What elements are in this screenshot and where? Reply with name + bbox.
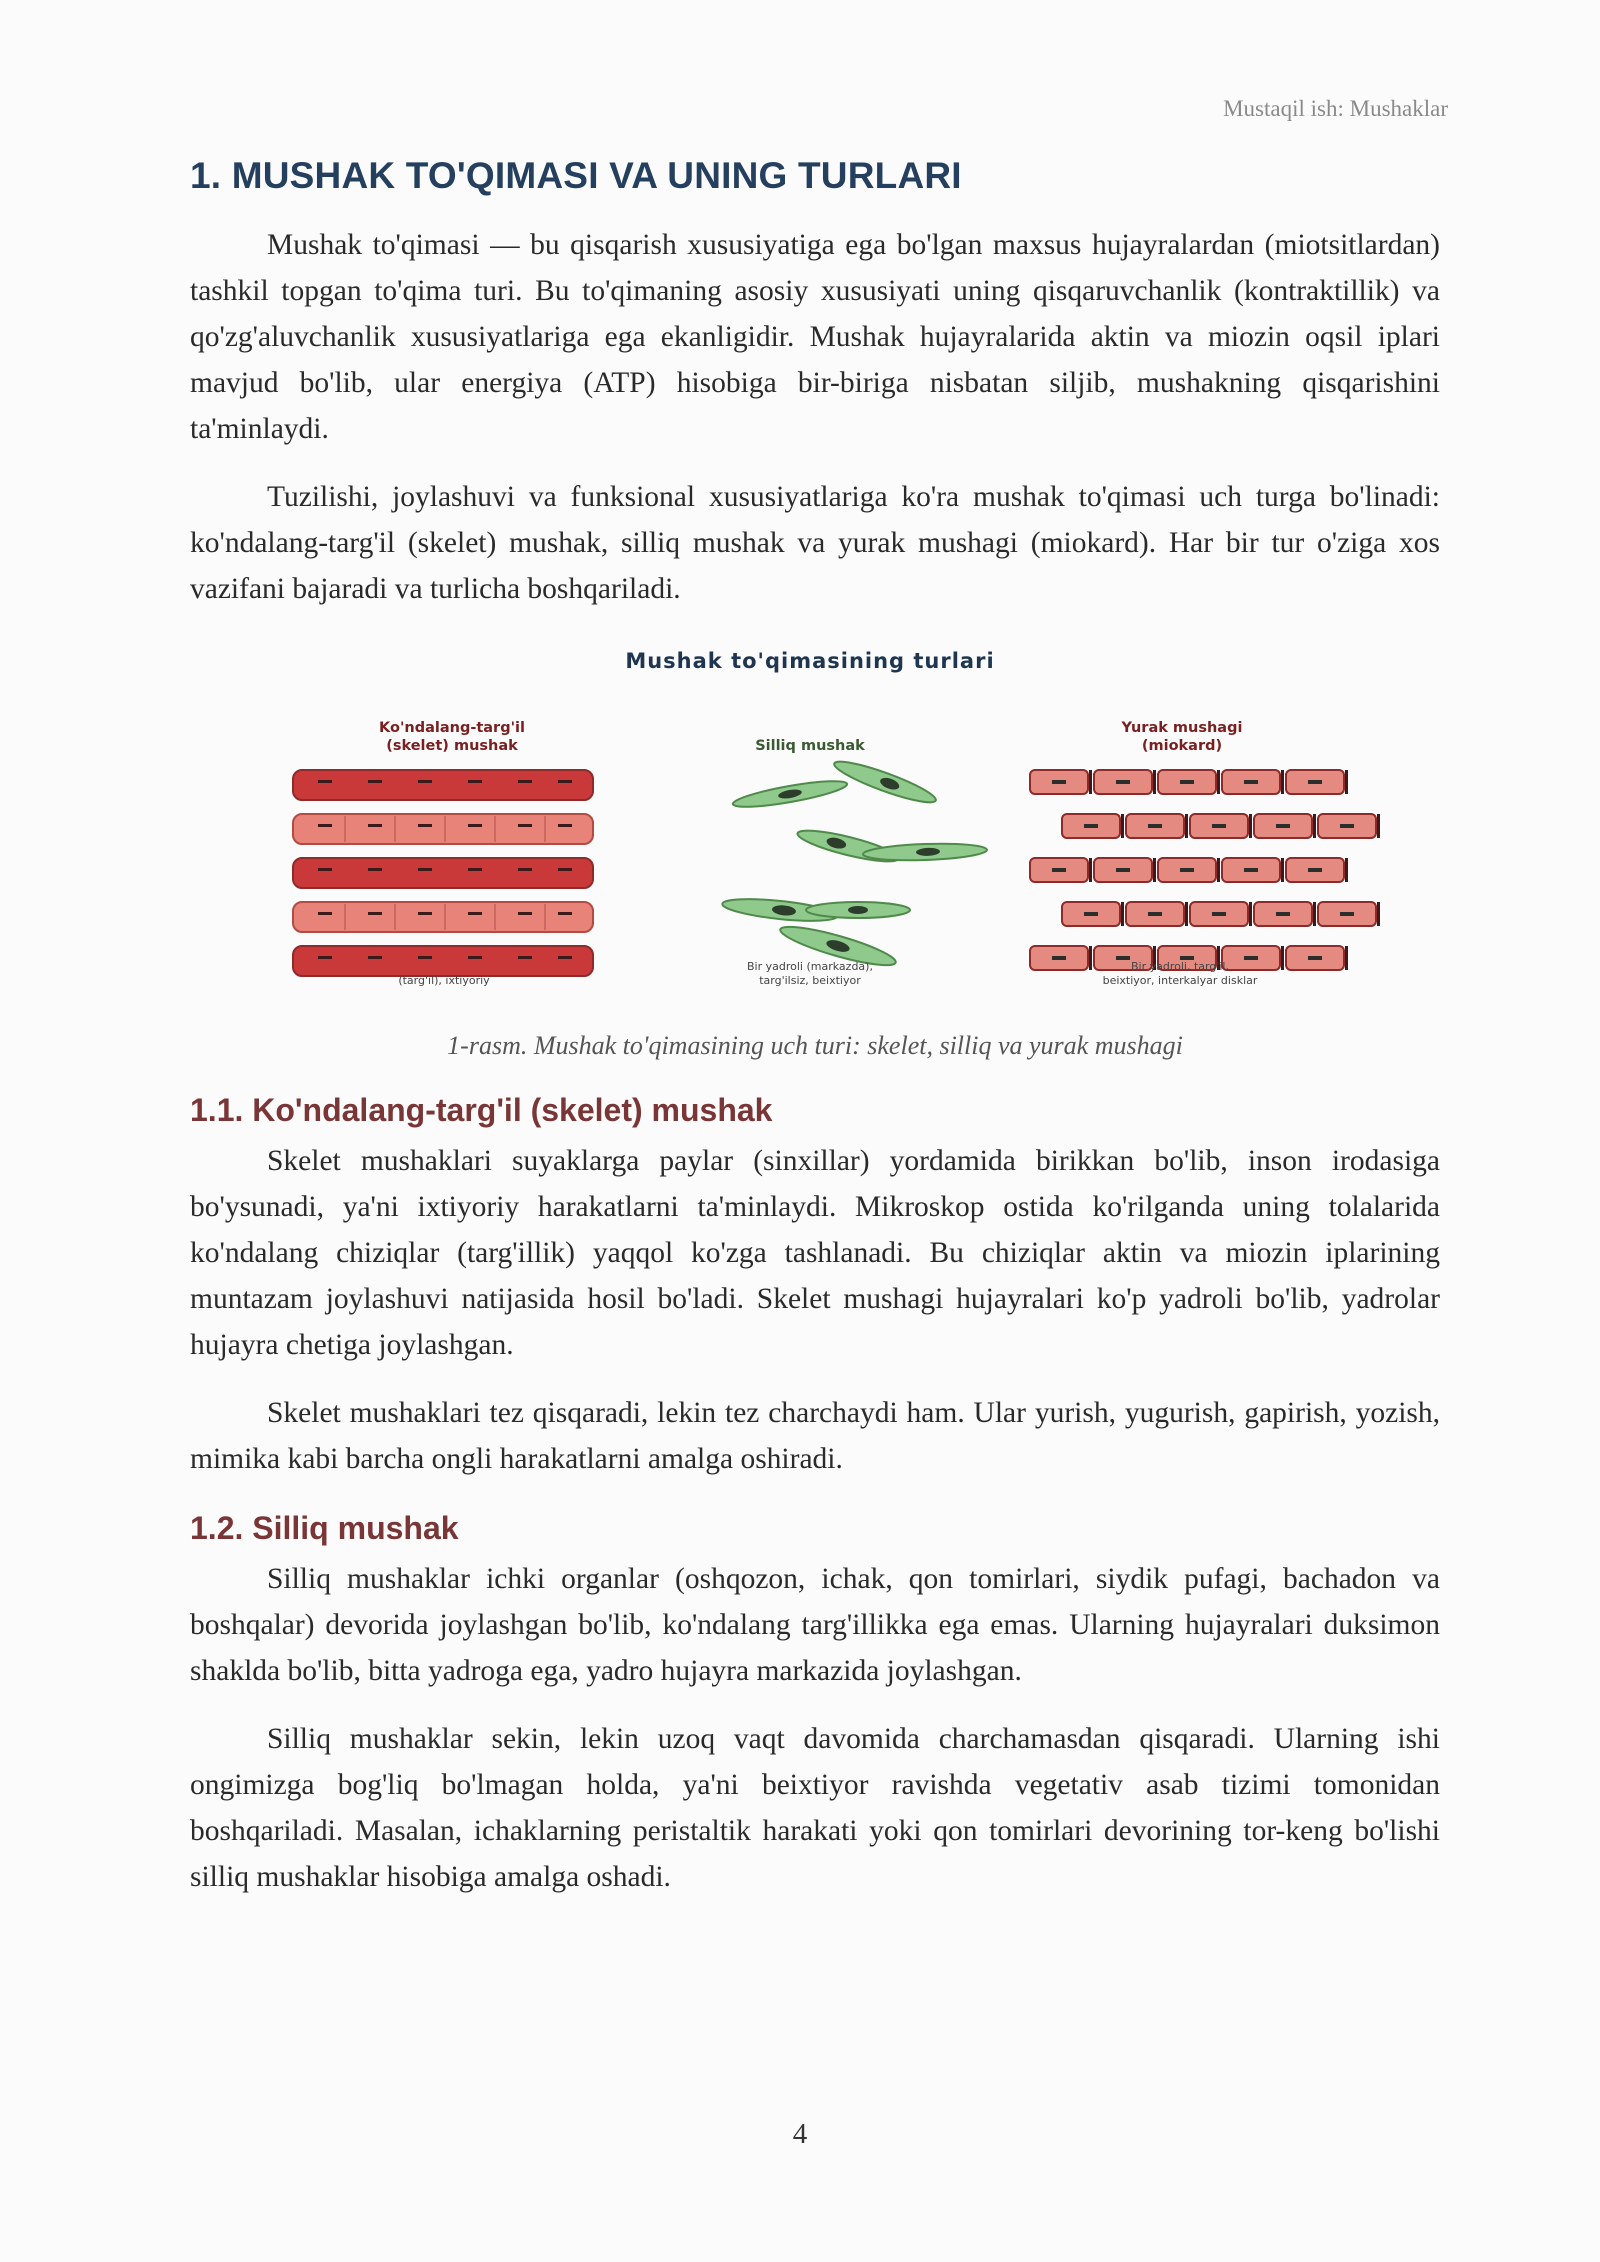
figure	[190, 634, 1440, 1066]
cardiac-cell	[1158, 770, 1220, 794]
paragraph: Tuzilishi, joylashuvi va funksional xususiyatlariga ko'ra mushak to'qimasi uch turga bo'linadi: ko'ndalang-targ'il (skelet) mushak, silliq mushak va yurak mushagi (miokard). Har bir tur o'ziga xos vazifani bajaradi va turlicha boshqariladi.	[190, 481, 1440, 605]
panel-label-smooth: Silliq mushak	[755, 738, 865, 754]
paragraph: Skelet mushaklari tez qisqaradi, lekin tez charchaydi ham. Ular yurish, yugurish, gapirish, yozish, mimika kabi barcha ongli harakatlarni amalga oshiradi.	[190, 1397, 1440, 1475]
cardiac-cell	[1062, 902, 1124, 926]
cardiac-cell	[1254, 902, 1316, 926]
cardiac-cell	[1094, 858, 1156, 882]
cardiac-cell	[1030, 946, 1092, 970]
panel-note-smooth-sub: targ'ilsiz, beixtiyor	[759, 974, 861, 987]
smooth-cell	[731, 776, 848, 812]
figure-title: Mushak to'qimasining turlari	[625, 649, 995, 673]
panel-note-smooth: Bir yadroli (markazda),	[747, 960, 873, 973]
cardiac-cell	[1286, 858, 1348, 882]
panel-note-cardiac-sub: beixtiyor, interkalyar disklar	[1102, 974, 1258, 987]
cardiac-cell	[1062, 814, 1124, 838]
panel-note-cardiac: Bir yadroli, targ'il,	[1131, 960, 1229, 973]
cardiac-cell	[1158, 858, 1220, 882]
subsection-heading: 1.1. Ko'ndalang-targ'il (skelet) mushak	[190, 1092, 773, 1128]
panel-note-skeletal: (targ'il), ixtiyoriy	[398, 974, 490, 987]
cardiac-cell	[1030, 858, 1092, 882]
cardiac-cell	[1190, 814, 1252, 838]
panel-label-cardiac-sub: (miokard)	[1141, 738, 1223, 754]
section-heading: 1. MUSHAK TO'QIMASI VA UNING TURLARI	[190, 155, 962, 196]
cardiac-muscle-cells	[1030, 770, 1380, 970]
skeletal-fiber	[293, 858, 593, 888]
cardiac-cell	[1126, 814, 1188, 838]
paragraph: Mushak to'qimasi — bu qisqarish xususiyatiga ega bo'lgan maxsus hujayralardan (miotsitlardan) tashkil topgan to'qima turi. Bu to'qimaning asosiy xususiyati uning qisqaruvchanlik (kontraktillik) va qo'zg'aluvchanlik xususiyatlariga ega ekanligidir. Mushak hujayralarida aktin va miozin oqsil iplari mavjud bo'lib, ular energiya (ATP) hisobiga bir-biriga nisbatan siljib, mushakning qisqarishini ta'minlaydi.	[190, 229, 1440, 445]
skeletal-fiber	[293, 770, 593, 800]
cardiac-cell	[1286, 770, 1348, 794]
paragraph: Skelet mushaklari suyaklarga paylar (sinxillar) yordamida birikkan bo'lib, inson irodasiga bo'ysunadi, ya'ni ixtiyoriy harakatlarni ta'minlaydi. Mikroskop ostida ko'rilganda uning tolalarida ko'ndalang chiziqlar (targ'illik) yaqqol ko'zga tashlanadi. Bu chiziqlar aktin va miozin iplarining muntazam joylashuvi natijasida hosil bo'ladi. Skelet mushagi hujayralari ko'p yadroli bo'lib, yadrolar hujayra chetiga joylashgan.	[190, 1145, 1440, 1361]
panel-label-skeletal-sub: (skelet) mushak	[386, 738, 518, 754]
smooth-muscle-cells	[721, 755, 987, 972]
skeletal-fibers	[293, 770, 593, 976]
smooth-cell	[863, 842, 987, 862]
paragraph: Silliq mushaklar sekin, lekin uzoq vaqt davomida charchamasdan qisqaradi. Ularning ishi ongimizga bog'liq bo'lmagan holda, ya'ni beixtiyor ravishda vegetativ asab tizimi tomonidan boshqariladi. Masalan, ichaklarning peristaltik harakati yoki qon tomirlari devorining tor-keng bo'lishi silliq mushaklar hisobiga amalga oshadi.	[190, 1723, 1440, 1893]
cardiac-cell	[1318, 814, 1380, 838]
cardiac-cell	[1222, 946, 1284, 970]
page-number: 4	[792, 2118, 808, 2150]
cardiac-cell	[1222, 770, 1284, 794]
panel-label-cardiac: Yurak mushagi	[1121, 720, 1243, 736]
muscle-types-illustration	[190, 634, 1440, 1022]
running-header: Mustaqil ish: Mushaklar	[1223, 96, 1448, 121]
cardiac-cell	[1190, 902, 1252, 926]
cardiac-cell	[1286, 946, 1348, 970]
skeletal-fiber	[293, 814, 593, 844]
cardiac-cell	[1254, 814, 1316, 838]
figure-caption: 1-rasm. Mushak to'qimasining uch turi: skelet, silliq va yurak mushagi	[447, 1031, 1183, 1060]
smooth-cell	[795, 825, 900, 868]
cardiac-cell	[1222, 858, 1284, 882]
paragraph: Silliq mushaklar ichki organlar (oshqozon, ichak, qon tomirlari, siydik pufagi, bachadon va boshqalar) devorida joylashgan bo'lib, ko'ndalang targ'illikka ega emas. Ularning hujayralari duksimon shaklda bo'lib, bitta yadroga ega, yadro hujayra markazida joylashgan.	[190, 1563, 1440, 1687]
panel-label-skeletal: Ko'ndalang-targ'il	[379, 720, 525, 736]
cardiac-cell	[1318, 902, 1380, 926]
cardiac-cell	[1030, 770, 1092, 794]
page-content	[190, 148, 1440, 1922]
smooth-cell	[831, 755, 939, 809]
smooth-cell	[806, 902, 910, 918]
cardiac-cell	[1094, 770, 1156, 794]
cardiac-cell	[1126, 902, 1188, 926]
subsection-heading: 1.2. Silliq mushak	[190, 1510, 459, 1546]
skeletal-fiber	[293, 946, 593, 976]
skeletal-fiber	[293, 902, 593, 932]
